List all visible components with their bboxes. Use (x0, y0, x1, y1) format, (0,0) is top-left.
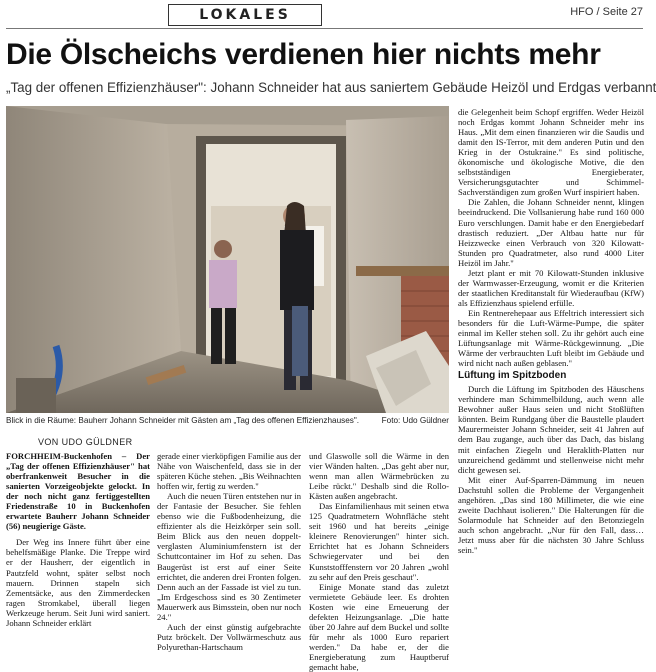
photo-caption: Blick in die Räume: Bauherr Johann Schneider mit Gästen am „Tag des offenen Effizienzhauses". (6, 416, 360, 425)
body-paragraph: Der Weg ins Innere führt über eine behelfsmäßige Planke. Die Treppe wird er der Hausherr, der eigentlich in Pautzfeld wohnt, später selbst noch mauern. Drinnen stapeln sich Zementsäcke, aus den Zimmerdecken ragen Stromkabel, überall liegen Werkzeuge herum. Seit Juni wird saniert. Johann Schneider erklärt (6, 537, 150, 628)
body-paragraph: Jetzt plant er mit 70 Kilowatt-Stunden inklusive der Warmwasser-Erzeugung, womit er die Kriterien der staatlichen Kreditanstalt für Wiederaufbau (KfW) als Effizienzhaus spielend erfülle. (458, 267, 644, 308)
article-column-1 (6, 451, 150, 627)
body-paragraph: Die Zahlen, die Johann Schneider nennt, klingen beeindruckend. Die Vollsanierung habe rund 160 000 Euro verschlungen. Damit habe er den Energiebedarf drastisch reduziert. „Der Altbau hatte nur für Heizzwecke einen Verbrauch von 320 Kilowatt-Stunden pro Quadratmeter, also rund 4000 Liter Heizöl im Jahr." (458, 197, 644, 268)
body-paragraph: Durch die Lüftung im Spitzboden des Häuschens verhindere man Schimmelbildung, auch wenn alle Bewohner außer Haus seien und nicht Stoßlüften könnten. Beim Rundgang über die Baustelle plaudert Maurermeister Johann Schneider, seit 41 Jahren auf dem Bau zugange, auch über das Dach, das bislang mit einfachen Ziegeln und Heraklith-Platten nur unzureichend gedämmt und stellenweise nicht mehr dicht gewesen sei. (458, 384, 644, 475)
lead-text: Der „Tag der offenen Effizienzhäuser" hat oberfrankenweit Besucher in die sanierten Vorzeigeobjekte gelockt. In der noch nicht ganz fertiggestellten Friedenstraße 10 in Buckenhofen erwartete Bauherr Johann Schneider (56) neugierige Gäste. (6, 451, 150, 532)
body-paragraph: Mit einer Auf-Sparren-Dämmung im neuen Dachstuhl sollen die Probleme der Vergangenheit angehören. „Das sind 180 Millimeter, die wie eine zweite Dachhaut isolieren." Die Halterungen für die Solarmodule hat Schneider auf den Betonziegeln auch schon angebracht. „Nur für den Fall, dass… Jetzt muss aber für die nächsten 30 Jahre Schluss sein." (458, 474, 644, 555)
section-label: LOKALES (168, 4, 322, 26)
article-column-4 (458, 107, 644, 628)
body-paragraph: die Gelegenheit beim Schopf ergriffen. Weder Heizöl noch Erdgas kommt Johann Schneider mehr ins Haus. „Mit dem einen finanzieren wir die Saudis und damit den IS-Terror, mit dem anderen Putin und den Krieg in der Ostukraine." Es sind politische, ökonomische und ökologische Motive, die den selbstständigen Energieberater, Versicherungsgutachter und Schimmel-Sachverständigen zum großen Wurf inspiriert haben. (458, 107, 644, 198)
body-paragraph: Ein Rentnerehepaar aus Effeltrich interessiert sich besonders für die Luft-Wärme-Pumpe, die später einmal im Keller stehen soll. Zu ihr gehört auch eine Lüftungsanlage mit Wärme-Rückgewinnung. „Die Wärme der verbrauchten Luft bleibt im Gebäude und wird nicht nach außen geblasen." (458, 307, 644, 369)
body-paragraph: Einige Monate stand das zuletzt vermietete Gebäude leer. Es drohten Kosten wie eine Erneuerung der defekten Heizungsanlage. „Die hatte über 20 Jahre auf dem Buckel und sollte für mehr als 1000 Euro repariert werden." Da habe er, der die Energieberatung zum Hauptberuf gemacht habe, (309, 581, 449, 672)
byline: VON UDO GÜLDNER (38, 437, 133, 447)
body-paragraph: Das Einfamilienhaus mit seinen etwa 125 Quadratmetern Wohnfläche steht seit 1960 und hat bereits „einige kleinere Renovierungen" hinter sich. Errichtet hat es Johann Schneiders Schwiegervater und bei den Kunststofffenstern vor 20 Jahren „wohl zu sehr auf den Preis geschaut". (309, 501, 449, 582)
body-paragraph: Auch der einst günstig aufgebrachte Putz bröckelt. Der Vollwärmeschutz aus Polyurethan-Hartschaum (157, 621, 301, 652)
body-paragraph: gerade einer vierköpfigen Familie aus der Nähe von Waischenfeld, dass sie in der späteren Küche stehen. „Bis Weihnachten hoffen wir, fertig zu werden." (157, 451, 301, 492)
subheading: Lüftung im Spitzboden (458, 370, 567, 382)
article-photo (6, 106, 449, 413)
dateline: FORCHHEIM-Buckenhofen – (6, 451, 127, 461)
headline: Die Ölscheichs verdienen hier nichts mehr (6, 38, 601, 71)
article-column-3 (309, 451, 449, 672)
header-rule (6, 28, 643, 29)
article-column-2 (157, 451, 301, 652)
body-paragraph: und Glaswolle soll die Wärme in den vier Wänden halten. „Das geht aber nur, wenn man allen Wärmebrücken zu Leibe rückt." Deshalb sind die Rollo-Kästen außen angebracht. (309, 451, 449, 502)
page-reference: HFO / Seite 27 (570, 6, 643, 18)
construction-interior-photo (6, 106, 449, 413)
photo-caption-row (6, 416, 449, 425)
subheadline: „Tag der offenen Effizienzhäuser": Johann Schneider hat aus saniertem Gebäude Heizöl und Erdgas verbannt (6, 80, 656, 95)
body-paragraph: Auch die neuen Türen entstehen nur in der Fantasie der Besucher. Sie fehlen ebenso wie die Fußbodenheizung, die effizienter als die Heizkörper sein soll. Beim Blick aus den neuen doppelt-verglasten Aluminiumfenstern ist der Schuttcontainer im Hof zu sehen. Das Baugerüst ist erst auf einer Seite errichtet, die anderen drei Fronten folgen. Denn auch an der Fassade ist viel zu tun. „Im Erdgeschoss sind es 30 Zentimeter Mauerwerk aus Bimsstein, oben nur noch 24." (157, 491, 301, 622)
photo-credit: Foto: Udo Güldner (381, 416, 449, 425)
lead-paragraph (6, 451, 150, 531)
